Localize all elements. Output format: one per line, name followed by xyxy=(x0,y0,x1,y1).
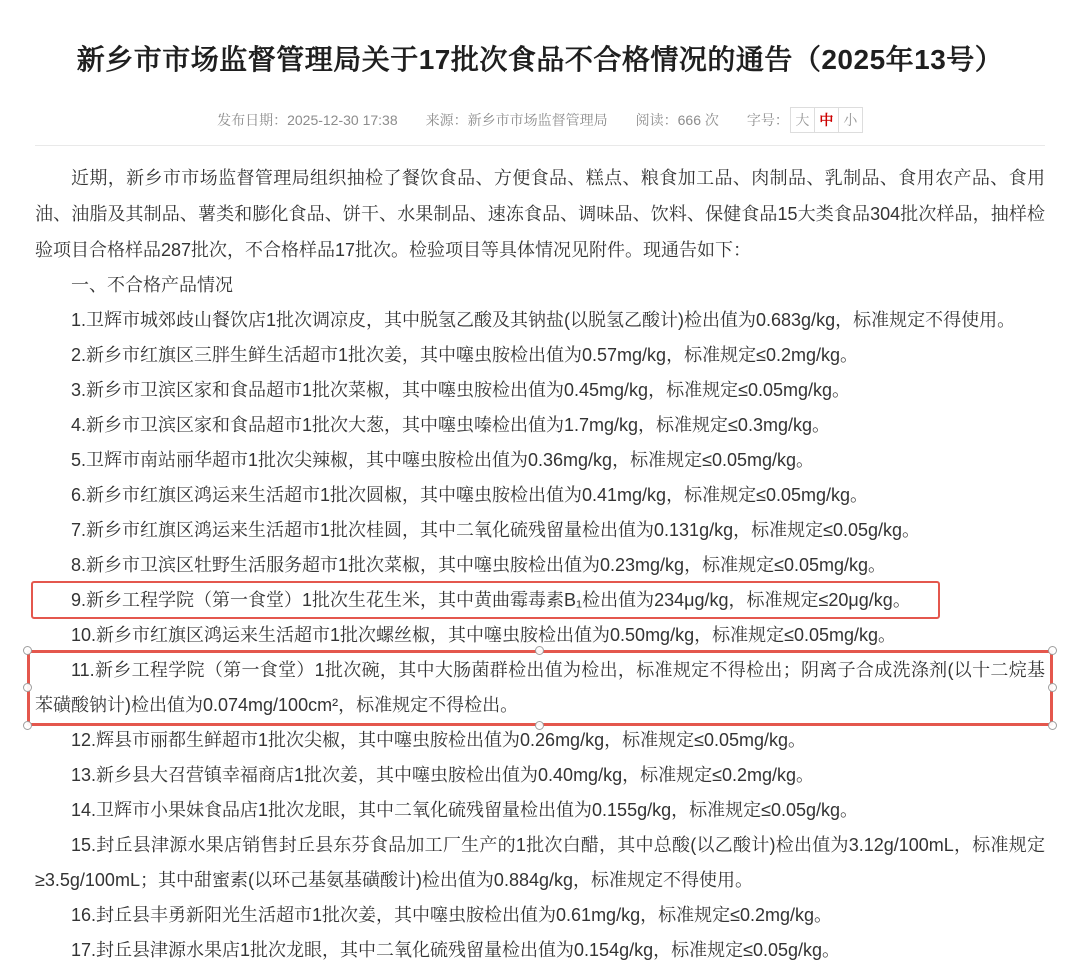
list-item-text: 8.新乡市卫滨区牡野生活服务超市1批次菜椒，其中噻虫胺检出值为0.23mg/kg，标准规定≤0.05mg/kg。 xyxy=(71,555,886,575)
list-item xyxy=(35,828,1045,898)
list-item-text: 17.封丘县津源水果店1批次龙眼，其中二氧化硫残留量检出值为0.154g/kg，标准规定≤0.05g/kg。 xyxy=(71,940,841,960)
list-item-text: 3.新乡市卫滨区家和食品超市1批次菜椒，其中噻虫胺检出值为0.45mg/kg，标准规定≤0.05mg/kg。 xyxy=(71,380,850,400)
section-title: 一、不合格产品情况 xyxy=(71,275,233,295)
list-item xyxy=(35,408,1045,443)
font-size-buttons xyxy=(791,107,863,133)
font-size-small-button[interactable]: 小 xyxy=(838,107,863,133)
selection-handle[interactable] xyxy=(23,721,32,730)
list-item-text: 4.新乡市卫滨区家和食品超市1批次大葱，其中噻虫嗪检出值为1.7mg/kg，标准规定≤0.3mg/kg。 xyxy=(71,415,830,435)
intro-paragraph: 近期，新乡市市场监督管理局组织抽检了餐饮食品、方便食品、糕点、粮食加工品、肉制品、乳制品、食用农产品、食用油、油脂及其制品、薯类和膨化食品、饼干、水果制品、速冻食品、调味品、饮料、保健食品15大类食品304批次样品，抽样检验项目合格样品287批次，不合格样品17批次。检验项目等具体情况见附件。现通告如下： xyxy=(35,168,1045,260)
list-item xyxy=(35,548,1045,583)
list-item-text: 15.封丘县津源水果店销售封丘县东芬食品加工厂生产的1批次白醋，其中总酸(以乙酸计)检出值为3.12g/100mL，标准规定≥3.5g/100mL；其中甜蜜素(以环己基氨基磺酸计)检出值为0.884g/kg，标准规定不得使用。 xyxy=(35,835,1045,890)
selection-handle[interactable] xyxy=(535,646,544,655)
font-size-label: 字号： xyxy=(746,112,789,128)
selection-handle[interactable] xyxy=(1048,721,1057,730)
list-item xyxy=(35,793,1045,828)
list-item-text: 5.卫辉市南站丽华超市1批次尖辣椒，其中噻虫胺检出值为0.36mg/kg，标准规定≤0.05mg/kg。 xyxy=(71,450,814,470)
list-item xyxy=(35,338,1045,373)
highlight-box-item11-selected[interactable] xyxy=(27,650,1053,726)
publish-date-value: 2025-12-30 17:38 xyxy=(287,112,398,128)
source-value: 新乡市市场监督管理局 xyxy=(467,112,608,128)
list-item xyxy=(35,513,1045,548)
list-item-text: 12.辉县市丽都生鲜超市1批次尖椒，其中噻虫胺检出值为0.26mg/kg，标准规定≤0.05mg/kg。 xyxy=(71,730,807,750)
font-size-large-button[interactable]: 大 xyxy=(790,107,815,133)
font-size-medium-button[interactable]: 中 xyxy=(814,107,839,133)
list-item-text: 14.卫辉市小果妹食品店1批次龙眼，其中二氧化硫残留量检出值为0.155g/kg，标准规定≤0.05g/kg。 xyxy=(71,800,859,820)
page-title: 新乡市市场监督管理局关于17批次食品不合格情况的通告（2025年13号） xyxy=(76,44,1004,75)
list-item xyxy=(35,898,1045,933)
list-item xyxy=(35,373,1045,408)
view-count xyxy=(636,110,719,130)
selection-handle[interactable] xyxy=(1048,646,1057,655)
view-count-label: 阅读： xyxy=(635,112,678,128)
meta-bar xyxy=(0,107,1080,133)
announcement-body xyxy=(0,146,1080,968)
list-item-text: 9.新乡工程学院（第一食堂）1批次生花生米，其中黄曲霉毒素B₁检出值为234μg/kg，标准规定≤20μg/kg。 xyxy=(71,590,911,610)
list-item-text: 13.新乡县大召营镇幸福商店1批次姜，其中噻虫胺检出值为0.40mg/kg，标准规定≤0.2mg/kg。 xyxy=(71,765,814,785)
list-item-highlighted-9 xyxy=(35,583,1045,618)
list-item xyxy=(35,303,1045,338)
list-item-text: 7.新乡市红旗区鸿运来生活超市1批次桂圆，其中二氧化硫残留量检出值为0.131g/kg，标准规定≤0.05g/kg。 xyxy=(71,520,921,540)
list-item-highlighted-11 xyxy=(35,653,1045,723)
list-item-text: 1.卫辉市城郊歧山餐饮店1批次调凉皮，其中脱氢乙酸及其钠盐(以脱氢乙酸计)检出值为0.683g/kg，标准规定不得使用。 xyxy=(71,310,1016,330)
font-size-control xyxy=(747,107,863,133)
publish-date-label: 发布日期： xyxy=(217,112,288,128)
list-item xyxy=(35,478,1045,513)
list-item-text: 2.新乡市红旗区三胖生鲜生活超市1批次姜，其中噻虫胺检出值为0.57mg/kg，标准规定≤0.2mg/kg。 xyxy=(71,345,858,365)
list-item xyxy=(35,758,1045,793)
source-label: 来源： xyxy=(425,112,468,128)
source xyxy=(426,110,608,130)
list-item xyxy=(35,723,1045,758)
list-item xyxy=(35,933,1045,968)
list-item-text: 11.新乡工程学院（第一食堂）1批次碗，其中大肠菌群检出值为检出，标准规定不得检出；阴离子合成洗涤剂(以十二烷基苯磺酸钠计)检出值为0.074mg/100cm²，标准规定不得检出。 xyxy=(35,660,1045,715)
view-count-value: 666 次 xyxy=(677,112,719,128)
publish-date xyxy=(217,110,398,130)
highlight-box-item9[interactable] xyxy=(31,581,940,619)
list-item-text: 10.新乡市红旗区鸿运来生活超市1批次螺丝椒，其中噻虫胺检出值为0.50mg/kg，标准规定≤0.05mg/kg。 xyxy=(71,625,897,645)
selection-handle[interactable] xyxy=(23,646,32,655)
selection-handle[interactable] xyxy=(1048,683,1057,692)
list-item-text: 16.封丘县丰勇新阳光生活超市1批次姜，其中噻虫胺检出值为0.61mg/kg，标准规定≤0.2mg/kg。 xyxy=(71,905,832,925)
selection-handle[interactable] xyxy=(23,683,32,692)
list-item xyxy=(35,443,1045,478)
list-item-text: 6.新乡市红旗区鸿运来生活超市1批次圆椒，其中噻虫胺检出值为0.41mg/kg，标准规定≤0.05mg/kg。 xyxy=(71,485,868,505)
